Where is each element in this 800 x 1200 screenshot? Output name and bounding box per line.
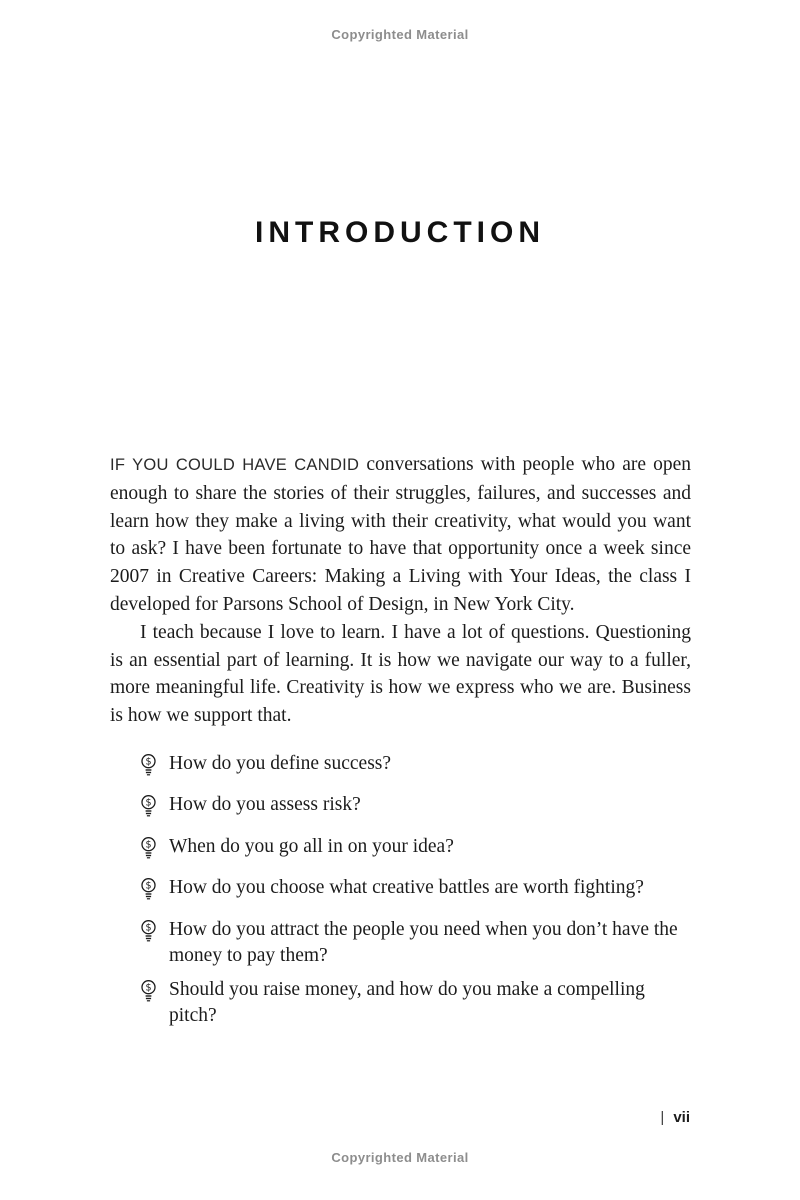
lightbulb-icon — [140, 751, 157, 786]
page-number-value: vii — [673, 1109, 690, 1126]
list-item-text: How do you attract the people you need when you don’t have the money to pay them? — [169, 918, 678, 967]
copyright-notice-bottom: Copyrighted Material — [331, 1150, 469, 1165]
lightbulb-icon — [140, 977, 157, 1012]
list-item-text: Should you raise money, and how do you make a compelling pitch? — [169, 978, 645, 1027]
list-item-text: When do you go all in on your idea? — [169, 835, 454, 857]
paragraph-1 — [110, 451, 691, 619]
list-item — [140, 751, 691, 786]
svg-text:$: $ — [145, 922, 152, 934]
svg-text:$: $ — [145, 982, 152, 994]
lightbulb-icon — [140, 875, 157, 910]
svg-text:$: $ — [145, 880, 152, 892]
list-item — [140, 792, 691, 827]
list-item-text: How do you assess risk? — [169, 794, 361, 816]
list-item-text: How do you choose what creative battles are worth fighting? — [169, 877, 644, 899]
lightbulb-icon — [140, 792, 157, 827]
lightbulb-icon — [140, 917, 157, 952]
paragraph-lead-in: IF YOU COULD HAVE CANDID — [110, 456, 360, 474]
list-item — [140, 875, 691, 910]
body-text — [110, 451, 691, 1037]
page-title: INTRODUCTION — [255, 216, 545, 249]
list-item-text: How do you define success? — [169, 752, 392, 774]
question-list — [110, 751, 691, 1030]
paragraph-2: I teach because I love to learn. I have a lot of questions. Questioning is an essential part of learning. It is how we navigate our way to a fuller, more meaningful life. Creativity is how we express who we are. Business is how we support that. — [110, 621, 691, 727]
page-number-separator: | — [660, 1109, 665, 1126]
copyright-notice-top: Copyrighted Material — [331, 27, 469, 42]
lightbulb-icon — [140, 834, 157, 869]
svg-text:$: $ — [145, 797, 152, 809]
list-item — [140, 977, 691, 1030]
svg-text:$: $ — [145, 756, 152, 768]
page-number — [660, 1109, 690, 1126]
list-item — [140, 834, 691, 869]
svg-text:$: $ — [145, 839, 152, 851]
paragraph-1-text: conversations with people who are open enough to share the stories of their struggles, failures, and successes and learn how they make a living with their creativity, what would you want to ask? I have been fortunate to have that opportunity once a week since 2007 in Creative Careers: Making a Living with Your Ideas, the class I developed for Parsons School of Design, in New York City. — [110, 454, 691, 615]
list-item — [140, 917, 691, 970]
